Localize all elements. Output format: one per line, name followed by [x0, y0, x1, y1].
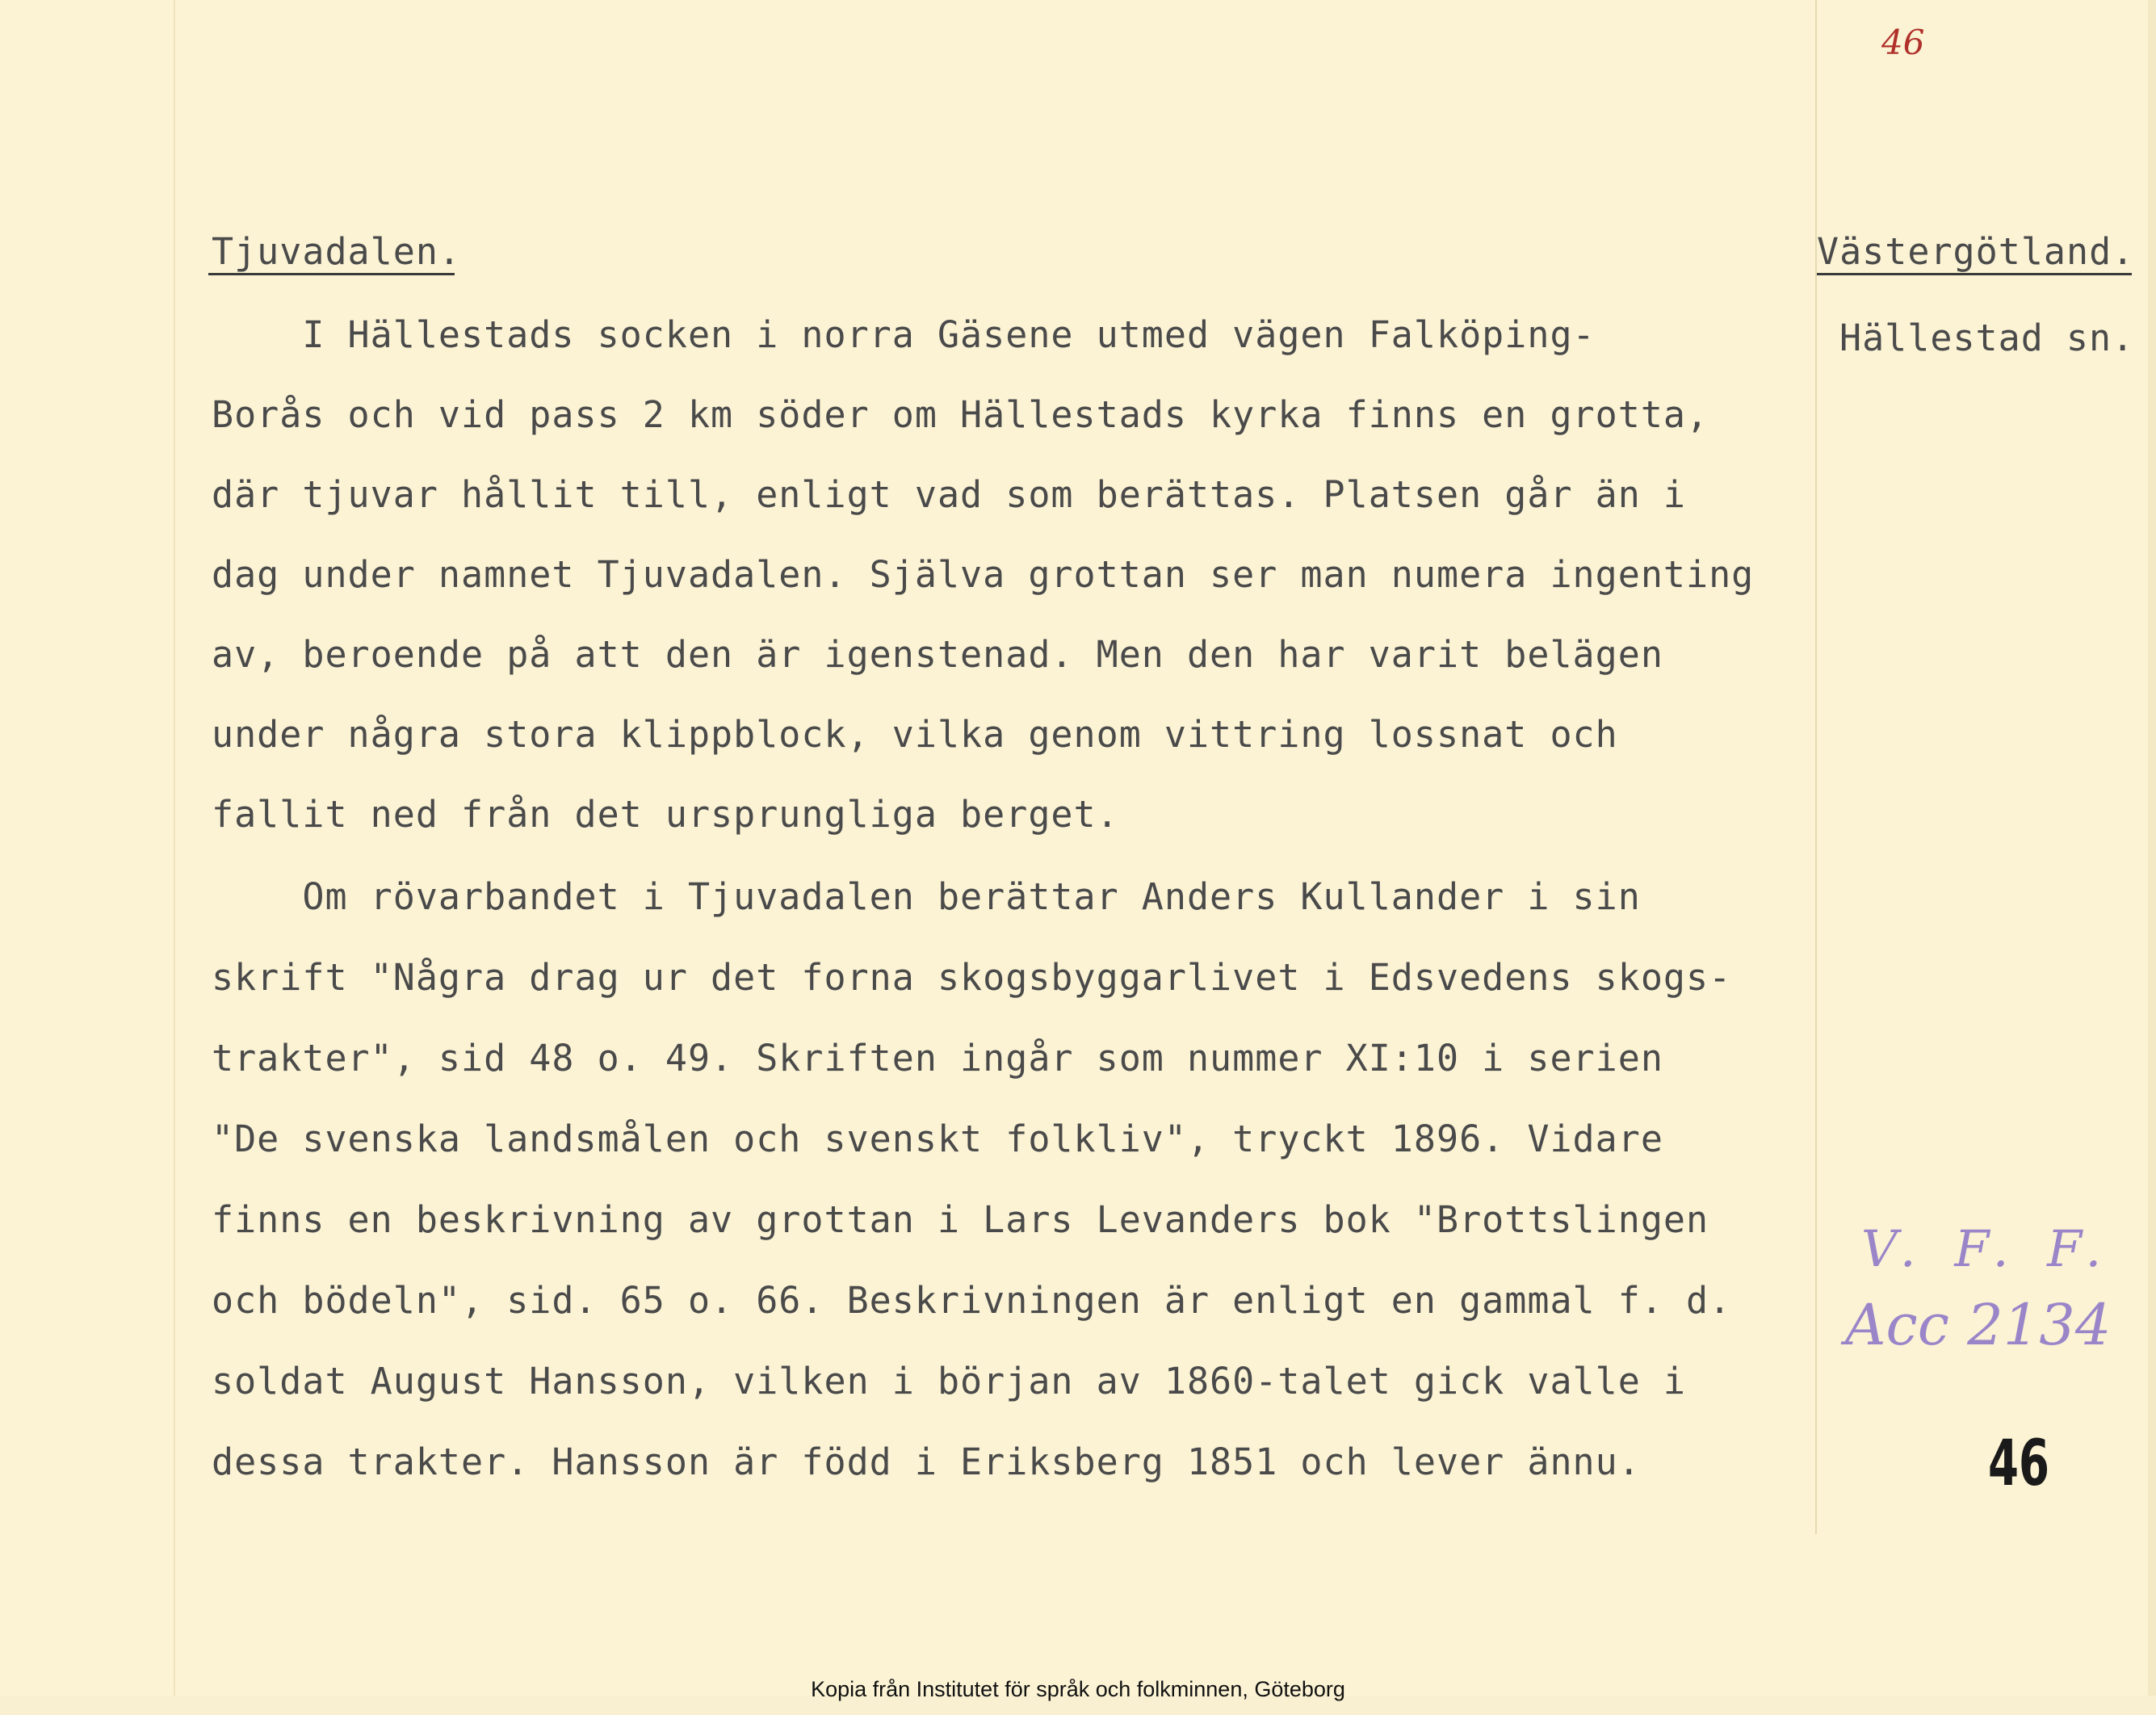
parish-label: Hällestad sn. [1839, 317, 2135, 359]
body-line: fallit ned från det ursprungliga berget. [212, 793, 1119, 836]
body-line: finns en beskrivning av grottan i Lars Levanders bok "Brottslingen [212, 1198, 1709, 1241]
body-line: soldat August Hansson, vilken i början av 1860-talet gick valle i [212, 1360, 1686, 1403]
body-line: av, beroende på att den är igenstenad. Men den har varit belägen [212, 633, 1663, 676]
body-line: där tjuvar hållit till, enligt vad som berättas. Platsen går än i [212, 473, 1686, 516]
footer-copy-notice: Kopia från Institutet för språk och folkminnen, Göteborg [811, 1677, 1345, 1701]
province-underline [1817, 273, 2132, 275]
page-edge [174, 0, 175, 1715]
page-edge-right [2148, 0, 2156, 1715]
body-line: skrift "Några drag ur det forna skogsbyggarlivet i Edsvedens skogs- [212, 956, 1732, 999]
handwritten-page-number: 46 [1881, 23, 1925, 62]
archive-stamp-vff: V. F. F. [1861, 1219, 2113, 1278]
document-title: Tjuvadalen. [212, 230, 462, 273]
body-line: Om rövarbandet i Tjuvadalen berättar Anders Kullander i sin [212, 875, 1641, 918]
body-line: trakter", sid 48 o. 49. Skriften ingår som nummer XI:10 i serien [212, 1037, 1663, 1080]
body-line: dag under namnet Tjuvadalen. Själva grottan ser man numera ingenting [212, 553, 1755, 596]
title-underline [208, 273, 455, 275]
body-line: Borås och vid pass 2 km söder om Hällestads kyrka finns en grotta, [212, 393, 1709, 436]
body-line: och bödeln", sid. 65 o. 66. Beskrivningen är enligt en gammal f. d. [212, 1279, 1732, 1322]
body-line: dessa trakter. Hansson är född i Eriksberg 1851 och lever ännu. [212, 1440, 1641, 1483]
body-line: under några stora klippblock, vilka genom vittring lossnat och [212, 713, 1618, 756]
body-line: I Hällestads socken i norra Gäsene utmed vägen Falköping- [212, 313, 1596, 356]
province-heading: Västergötland. [1817, 230, 2135, 273]
archive-stamp-accession: Acc 2134 [1845, 1292, 2112, 1358]
body-line: "De svenska landsmålen och svenskt folkliv", tryckt 1896. Vidare [212, 1117, 1663, 1160]
archive-number: 46 [1988, 1428, 2049, 1500]
